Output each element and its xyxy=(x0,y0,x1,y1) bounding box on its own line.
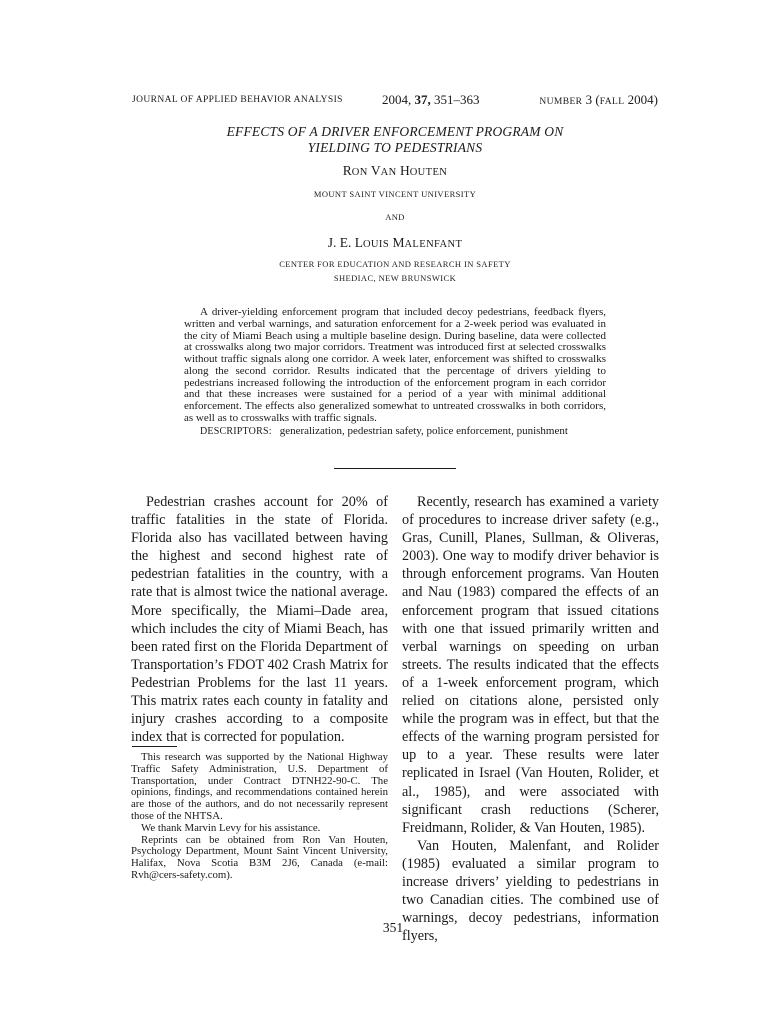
body-column-right xyxy=(402,493,659,945)
issue-season: FALL xyxy=(599,97,625,107)
descriptors-label: DESCRIPTORS: xyxy=(200,425,272,437)
footnote-reprints: Reprints can be obtained from Ron Van Houten, Psychology Department, Mount Saint Vincent University, Halifax, Nova Scotia B3M 2J6, Canada (e-mail: Rvh@cers-safety.com). xyxy=(131,833,388,881)
author-2-prefix: J. E. xyxy=(327,235,352,250)
descriptors-list: generalization, pedestrian safety, police enforcement, punishment xyxy=(279,424,568,437)
footnote-divider xyxy=(132,746,177,747)
author-1-initial: R xyxy=(342,163,352,178)
author-2-affiliation-line-1: CENTER FOR EDUCATION AND RESEARCH IN SAFETY xyxy=(279,259,511,269)
author-1-first-rest: ON xyxy=(351,167,368,178)
body-paragraph: Pedestrian crashes account for 20% of traffic fatalities in the state of Florida. Florida also has vacillated between having the highest and second highest rate of pedestrian fatalities in the country, with a rate that is almost twice the national average. More specifically, the Miami–Dade area, which includes the city of Miami Beach, has been rated first on the Florida Department of Transportation’s FDOT 402 Crash Matrix for Pedestrian Problems for the last 11 years. This matrix rates each county in fatality and injury crashes according to a composite index that is corrected for population. xyxy=(131,494,388,746)
running-header xyxy=(132,92,658,108)
page-number: 351 xyxy=(382,920,404,935)
issue-number-label: NUMBER xyxy=(539,97,583,107)
abstract xyxy=(184,307,606,438)
descriptors xyxy=(184,425,606,438)
abstract-text: A driver-yielding enforcement program that included decoy pedestrians, feedback flyers, written and verbal warnings, and saturation enforcement for a 2-week period was evaluated in the city of Miami Beach using a multiple baseline design. During baseline, data were collected at crosswalks along two major corridors. Treatment was introduced first at selected crosswalks without traffic signals along one corridor. A week later, enforcement was shifted to crosswalks along the second corridor. Results indicated that the percentage of drivers yielding to pedestrians increased following the introduction of the enforcement program in each corridor and that these increases were sustained for a period of a year with minimal additional enforcement. The effects also generalized somewhat to untreated crosswalks in both corridors, as well as to crosswalks with traffic signals. xyxy=(184,306,606,424)
footnotes xyxy=(131,752,388,882)
author-1-last-rest: OUTEN xyxy=(409,167,448,178)
citation-pages: 351–363 xyxy=(434,92,480,107)
citation xyxy=(382,92,480,108)
issue-season-open: ( xyxy=(595,92,600,107)
article-title-line-1: EFFECTS OF A DRIVER ENFORCEMENT PROGRAM ON xyxy=(226,124,564,139)
issue-number-value: 3 xyxy=(585,92,593,107)
author-1-mid-rest: AN xyxy=(380,167,397,178)
issue-season-year: 2004) xyxy=(627,92,658,107)
author-2-first-rest: OUIS xyxy=(362,239,390,250)
author-2 xyxy=(132,235,658,251)
body-column-left xyxy=(131,493,388,746)
author-1-affiliation: MOUNT SAINT VINCENT UNIVERSITY xyxy=(313,189,477,199)
and-separator: AND xyxy=(385,212,405,222)
body-paragraph: Recently, research has examined a variety of procedures to increase driver safety (e.g., Gras, Cunill, Planes, Sullman, & Oliveras, 2003). One way to modify driver behavior is through enforcement programs. Van Houten and Nau (1983) compared the effects of an enforcement program that issued citations with one that issued primarily written and verbal warnings on speeding on urban streets. The results indicated that the effects of a 1-week enforcement program, which relied on citations alone, persisted only while the program was in effect, but that the effects of the warning program persisted for up to a year. These results were later replicated in Israel (Van Houten, Rolider, et al., 1985), and were associated with significant crash reductions (Scherer, Freidmann, Rolider, & Van Houten, 1985). xyxy=(402,494,659,836)
article-title-line-2: YIELDING TO PEDESTRIANS xyxy=(307,140,483,155)
author-2-initial: L xyxy=(354,235,363,250)
citation-year: 2004, xyxy=(382,92,412,107)
author-1-initial-2: V xyxy=(370,163,381,178)
author-2-last-rest: ALENFANT xyxy=(404,239,463,250)
journal-name: JOURNAL OF APPLIED BEHAVIOR ANALYSIS xyxy=(132,95,343,105)
section-divider xyxy=(334,468,456,469)
footnote-thanks: We thank Marvin Levy for his assistance. xyxy=(141,821,321,834)
body-paragraph: Van Houten, Malenfant, and Rolider (1985) evaluated a similar program to increase drivers’ yielding to pedestrians in two Canadian cities. The combined use of warnings, decoy pedestrians, information flyers, xyxy=(402,837,659,945)
citation-volume: 37, xyxy=(414,92,431,107)
author-2-affiliation-line-2: SHEDIAC, NEW BRUNSWICK xyxy=(333,273,457,283)
author-2-affiliation xyxy=(132,257,658,285)
author-1 xyxy=(132,163,658,179)
footnote-funding: This research was supported by the National Highway Traffic Safety Administration, U.S. Department of Transportation, under Contract DTNH22-90-C. The opinions, findings, and recommendations contained herein are those of the authors, and do not necessarily represent those of the NHTSA. xyxy=(131,751,388,822)
article-title xyxy=(132,124,658,156)
issue-number xyxy=(539,92,658,108)
author-2-initial-2: M xyxy=(392,235,405,250)
author-1-initial-3: H xyxy=(399,163,410,178)
